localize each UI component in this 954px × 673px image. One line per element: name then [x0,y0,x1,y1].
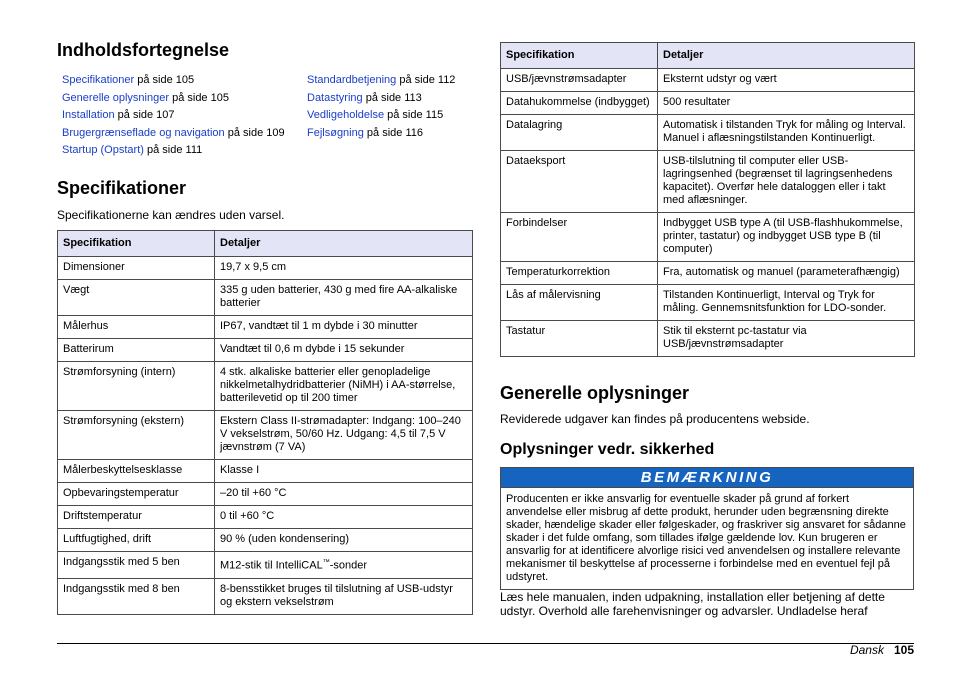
toc-page: på side 116 [366,126,423,139]
spec-cell: Opbevaringstemperatur [58,483,215,506]
toc-page: på side 111 [146,144,203,156]
page-number: 105 [893,643,914,657]
toc-page: på side 112 [399,74,456,86]
table-row [58,316,473,339]
toc-entry [62,107,285,125]
spec-cell: Strømforsyning (intern) [58,362,215,411]
spec-cell: Tastatur [501,321,658,357]
toc-entry [62,72,285,90]
details-cell: M12-stik til IntelliCAL™-sonder [215,552,473,579]
table-header-row [58,231,473,257]
spec-cell: Luftfugtighed, drift [58,529,215,552]
details-cell: 8-bensstikket bruges til tilslutning af USB-udstyr og ekstern vekselstrøm [215,578,473,614]
col-header-details: Detaljer [215,231,473,257]
spec-cell: Indgangsstik med 8 ben [58,578,215,614]
table-row [58,529,473,552]
details-cell: Stik til eksternt pc-tastatur via USB/jævnstrømsadapter [658,321,915,357]
details-cell: 500 resultater [658,92,915,115]
details-cell: 335 g uden batterier, 430 g med fire AA-alkaliske batterier [215,280,473,316]
table-row [501,285,915,321]
details-cell: USB-tilslutning til computer eller USB-lagringsenhed (begrænset til lagringsenhedens kapacitet). Overfør hele dataloggen eller i takt med aflæsninger. [658,151,915,213]
spec-cell: Driftstemperatur [58,506,215,529]
toc-page: på side 115 [387,109,444,121]
toc-entry [62,90,285,108]
toc-entry [62,125,285,143]
details-cell: Fra, automatisk og manuel (parameterafhængig) [658,262,915,285]
spec-intro: Specifikationerne kan ændres uden varsel. [57,208,285,222]
spec-cell: Vægt [58,280,215,316]
spec-title: Specifikationer [57,178,187,198]
details-cell: 4 stk. alkaliske batterier eller genopladelige nikkelmetalhydridbatterier (NiMH) i AA-størrelse, batterilevetid op til 200 timer [215,362,473,411]
spec-table-left [57,230,473,615]
toc-link[interactable]: Installation [62,109,115,121]
spec-table-right [500,42,915,357]
table-header-row [501,43,915,69]
toc-page: på side 107 [117,109,175,121]
table-row [58,280,473,316]
toc-link[interactable]: Vedligeholdelse [307,109,385,121]
col-header-spec: Specifikation [501,43,658,69]
table-row [58,411,473,460]
table-row [58,552,473,579]
details-cell: 0 til +60 °C [215,506,473,529]
toc-column-right [307,72,455,142]
notice-box [500,467,914,590]
toc-link[interactable]: Standardbetjening [307,74,397,86]
spec-cell: Dataeksport [501,151,658,213]
details-cell: Eksternt udstyr og vært [658,69,915,92]
table-row [58,362,473,411]
toc-column-left [62,72,285,160]
footer-language: Dansk [849,643,884,657]
spec-cell: Indgangsstik med 5 ben [58,552,215,579]
toc-page: på side 113 [365,91,422,104]
details-cell: Automatisk i tilstanden Tryk for måling og Interval. Manuel i aflæsningstilstanden Kontinuerligt. [658,115,915,151]
details-cell: –20 til +60 °C [215,483,473,506]
safety-title: Oplysninger vedr. sikkerhed [500,441,715,458]
toc-entry [307,90,455,108]
toc-link[interactable]: Startup (Opstart) [62,144,144,156]
page-footer [850,643,914,657]
spec-cell: Forbindelser [501,213,658,262]
toc-link[interactable]: Specifikationer [62,74,135,86]
toc-link[interactable]: Fejlsøgning [307,126,364,139]
spec-cell: Lås af målervisning [501,285,658,321]
general-intro: Reviderede udgaver kan findes på producentens webside. [500,412,810,426]
body-text: Læs hele manualen, inden udpakning, installation eller betjening af dette udstyr. Overhold alle farehenvisninger og advarsler. Undladelse heraf [500,590,885,618]
details-cell: 90 % (uden kondensering) [215,529,473,552]
spec-cell: Målerbeskyttelsesklasse [58,460,215,483]
toc-entry [307,72,455,90]
spec-cell: USB/jævnstrømsadapter [501,69,658,92]
details-cell: Ekstern Class II-strømadapter: Indgang: 100–240 V vekselstrøm, 50/60 Hz. Udgang: 4,5 til 7,5 V jævnstrøm (7 VA) [215,411,473,460]
details-cell: Vandtæt til 0,6 m dybde i 15 sekunder [215,339,473,362]
spec-cell: Batterirum [58,339,215,362]
toc-title: Indholdsfortegnelse [57,40,230,60]
toc-page: på side 105 [137,74,195,86]
table-row [501,262,915,285]
toc-page: på side 109 [227,126,285,139]
spec-cell: Temperaturkorrektion [501,262,658,285]
table-row [58,578,473,614]
toc-page: på side 105 [172,91,229,104]
toc-entry [307,125,455,143]
notice-header: BEMÆRKNING [501,468,913,487]
table-row [501,69,915,92]
table-row [58,506,473,529]
details-cell: Klasse I [215,460,473,483]
table-row [501,151,915,213]
details-cell: Tilstanden Kontinuerligt, Interval og Tryk for måling. Gennemsnitsfunktion for LDO-sonder. [658,285,915,321]
details-cell: Indbygget USB type A (til USB-flashhukommelse, printer, tastatur) og indbygget USB type B (til computer) [658,213,915,262]
toc-link[interactable]: Brugergrænseflade og navigation [62,126,225,139]
table-row [501,213,915,262]
col-header-spec: Specifikation [58,231,215,257]
spec-cell: Målerhus [58,316,215,339]
table-row [58,483,473,506]
spec-cell: Datahukommelse (indbygget) [501,92,658,115]
table-row [501,115,915,151]
col-header-details: Detaljer [658,43,915,69]
footer-divider [57,643,914,644]
table-row [501,92,915,115]
toc-link[interactable]: Datastyring [307,91,363,104]
toc-entry [62,142,285,160]
details-cell: 19,7 x 9,5 cm [215,257,473,280]
spec-cell: Datalagring [501,115,658,151]
table-row [58,460,473,483]
table-row [501,321,915,357]
details-cell: IP67, vandtæt til 1 m dybde i 30 minutter [215,316,473,339]
toc-entry [307,107,455,125]
spec-cell: Dimensioner [58,257,215,280]
notice-text: Producenten er ikke ansvarlig for eventuelle skader på grund af forkert anvendelse eller misbrug af dette produkt, herunder uden begrænsning direkte skader, hændelige skader eller følgeskader, og fraskriver sig ansvaret for sådanne skader i det fulde omfang, som tillades ifølge gældende lov. Kun brugeren er ansvarlig for at identificere alvorlige risici ved anvendelsen og installere relevante mekanismer til beskyttelse af processerne i forbindelse med en eventuel fejl på udstyret. [501,487,913,589]
spec-cell: Strømforsyning (ekstern) [58,411,215,460]
toc-link[interactable]: Generelle oplysninger [62,91,170,104]
general-title: Generelle oplysninger [500,383,690,403]
table-row [58,257,473,280]
table-row [58,339,473,362]
